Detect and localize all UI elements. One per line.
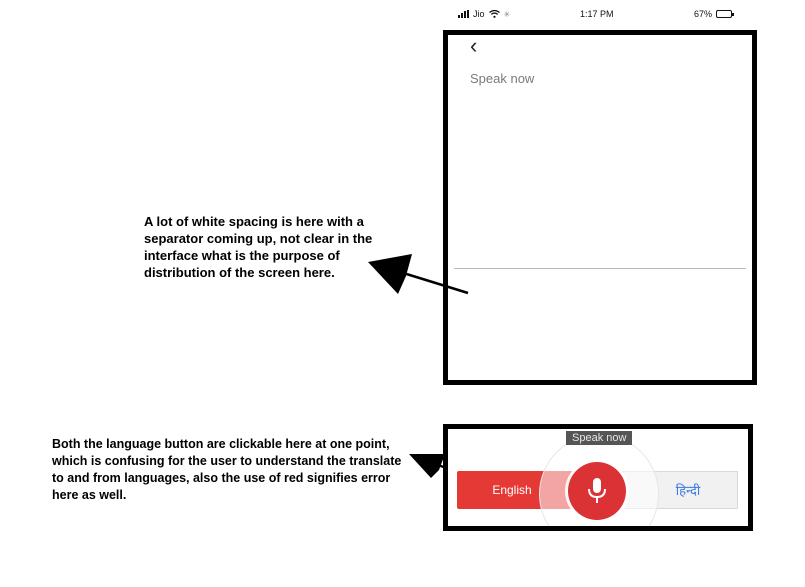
wifi-icon — [489, 10, 500, 18]
speak-now-tooltip: Speak now — [566, 431, 632, 445]
status-bar — [450, 5, 750, 23]
microphone-button[interactable] — [568, 462, 626, 520]
arrow-icon — [360, 250, 475, 300]
status-left — [458, 9, 510, 19]
chevron-left-icon: ‹ — [470, 33, 478, 58]
loading-icon: ✳ — [503, 9, 511, 19]
speak-screen-frame — [443, 30, 757, 385]
english-language-button[interactable]: English — [457, 471, 607, 509]
speak-now-prompt: Speak now — [470, 71, 535, 86]
microphone-icon — [587, 477, 607, 505]
clock: 1:17 PM — [580, 9, 614, 19]
carrier-label: Jio — [473, 9, 485, 19]
battery-icon — [716, 10, 732, 18]
separator-line — [454, 268, 746, 269]
annotation-bottom: Both the language button are clickable here at one point, which is confusing for the user to understand the translate to and from languages, also the use of red signifies error here as well. — [52, 437, 402, 502]
status-right — [694, 9, 732, 19]
hindi-language-button[interactable]: हिन्दी — [598, 471, 738, 509]
annotation-top: A lot of white spacing is here with a separator coming up, not clear in the interface what is the purpose of distribution of the screen here. — [144, 214, 373, 280]
voice-input-bar-frame — [443, 424, 753, 531]
battery-percent: 67% — [693, 9, 712, 19]
signal-icon — [458, 10, 469, 18]
back-button[interactable] — [470, 33, 477, 59]
